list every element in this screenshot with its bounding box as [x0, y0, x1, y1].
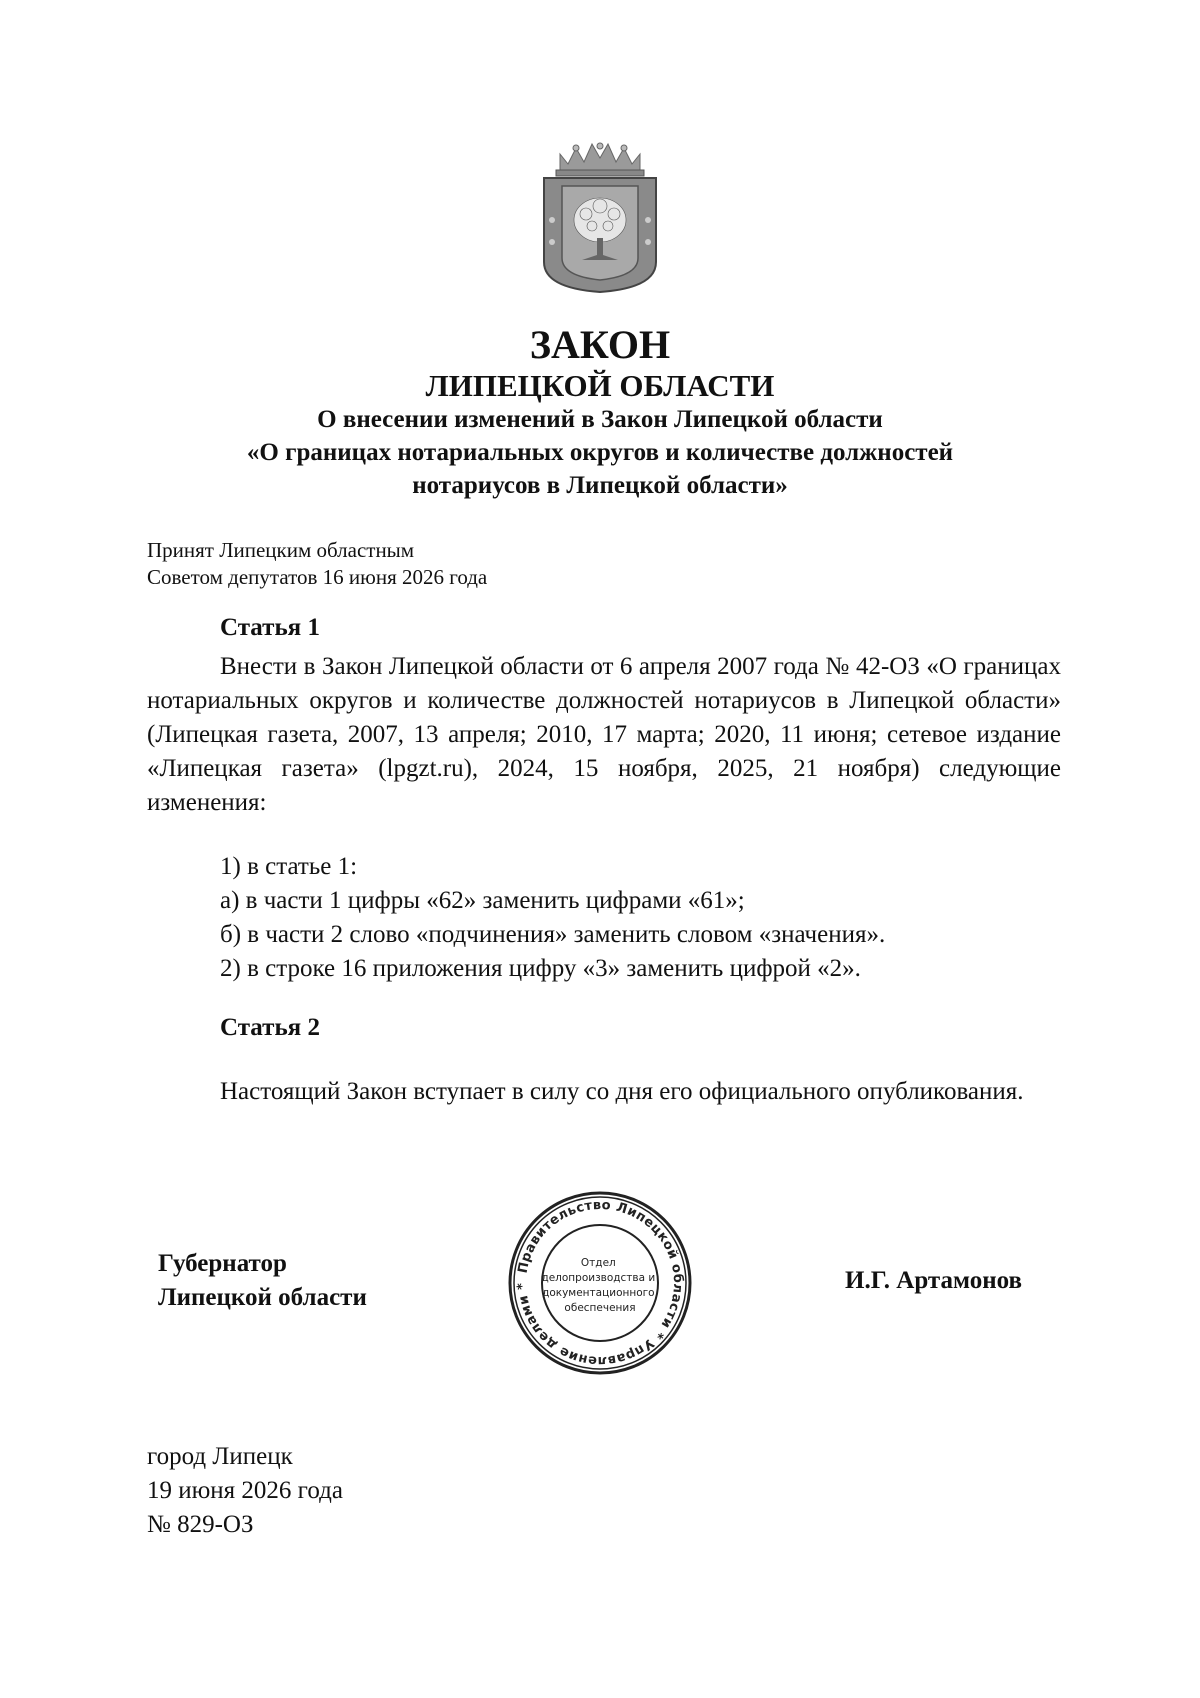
list-item: 2) в строке 16 приложения цифру «3» заменить цифрой «2». — [220, 955, 861, 982]
article-1-text: Внести в Закон Липецкой области от 6 апреля 2007 года № 42-ОЗ «О границах нотариальных округов и количестве должностей нотариусов в Липецкой области» (Липецкая газета, 2007, 13 апреля; 2010, 17 марта; 2020, 11 июня; сетевое издание «Липецкая газета» (lpgzt.ru), 2024, 15 ноября, 2025, 21 ноября) следующие изменения: — [147, 653, 1061, 816]
signer-position-line: Губернатор — [158, 1250, 287, 1277]
article-2-title: Статья 2 — [220, 1014, 320, 1041]
document-subtitle — [0, 403, 1200, 502]
adoption-line: Принят Липецким областным — [147, 538, 415, 562]
signing-date: 19 июня 2026 года — [147, 1477, 343, 1504]
article-1-title: Статья 1 — [220, 614, 320, 641]
signer-position — [158, 1247, 367, 1315]
document-footer — [147, 1440, 343, 1542]
adoption-note — [147, 537, 487, 591]
city: город Липецк — [147, 1443, 293, 1470]
svg-text:Правительство Липецкой области: Правительство Липецкой области * Управление делами * — [514, 1197, 686, 1369]
list-item: а) в части 1 цифры «62» заменить цифрами «61»; — [220, 887, 745, 914]
lipetsk-coat-of-arms-icon — [538, 142, 662, 294]
subtitle-line: «О границах нотариальных округов и количестве должностей — [246, 439, 954, 466]
article-2-text: Настоящий Закон вступает в силу со дня его официального опубликования. — [220, 1078, 1024, 1105]
svg-text:Отдел делопроизводства и: Отдел делопроизводства и документационного обеспечения — [541, 1257, 656, 1314]
subtitle-line: нотариусов в Липецкой области» — [412, 472, 788, 499]
article-1-items — [220, 850, 885, 986]
official-stamp — [505, 1188, 695, 1378]
document-type: ЗАКОН — [529, 322, 671, 367]
law-number: № 829-ОЗ — [147, 1511, 254, 1538]
document-region: ЛИПЕЦКОЙ ОБЛАСТИ — [425, 368, 775, 403]
adoption-line: Советом депутатов 16 июня 2026 года — [147, 565, 488, 589]
signer-name: И.Г. Артамонов — [845, 1267, 1022, 1294]
list-item: б) в части 2 слово «подчинения» заменить словом «значения». — [220, 921, 886, 948]
list-item: 1) в статье 1: — [220, 853, 358, 880]
subtitle-line: О внесении изменений в Закон Липецкой области — [317, 406, 883, 433]
signer-position-line: Липецкой области — [158, 1284, 367, 1311]
